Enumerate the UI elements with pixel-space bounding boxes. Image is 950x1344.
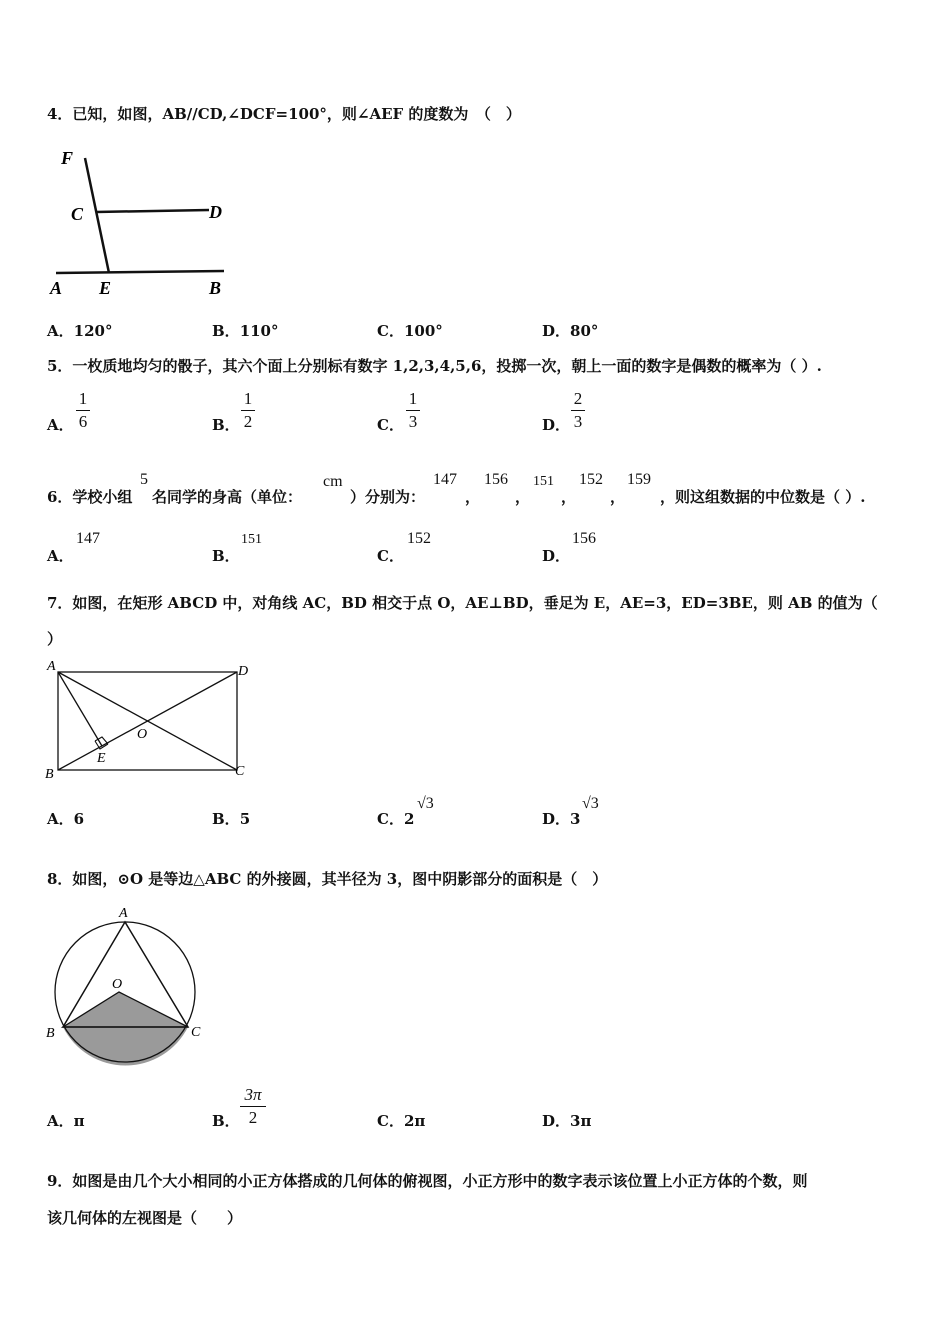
option-value: 120° (73, 322, 113, 340)
q4-option-b[interactable] (212, 320, 279, 341)
q5-option-a[interactable] (47, 414, 74, 435)
option-letter: C． (377, 416, 404, 434)
option-letter: A． (47, 547, 74, 565)
q9-line2: 该几何体的左视图是（ ） (47, 1209, 243, 1227)
numerator: 1 (78, 389, 88, 408)
option-value: 3π (570, 1112, 592, 1130)
q4-option-c[interactable] (377, 320, 443, 341)
q4-label-A: A (50, 278, 63, 298)
q5-option-b[interactable] (212, 414, 240, 435)
q7-label-D: D (238, 664, 249, 679)
q4-option-a[interactable] (47, 320, 112, 341)
option-letter: D． (542, 810, 571, 828)
q7-option-b[interactable] (212, 808, 250, 829)
option-letter: C． (377, 547, 404, 565)
q6-height-4: 152 (579, 471, 603, 488)
q8-label-C: C (191, 1025, 201, 1040)
q5-option-a-fraction (76, 389, 90, 432)
q5-option-b-fraction (241, 389, 255, 432)
q6-comma-3: ， (561, 488, 577, 506)
option-letter: A． (47, 416, 74, 434)
q9-line1: 9．如图是由几个大小相同的小正方体搭成的几何体的俯视图，小正方形中的数字表示该位置上小正方体的个数，则 (47, 1172, 808, 1190)
q7-label-E: E (97, 751, 106, 766)
q6-option-a[interactable] (47, 545, 74, 566)
option-letter: B． (212, 547, 240, 565)
q7-line2: ） (47, 630, 63, 648)
q8-figure (40, 898, 220, 1070)
q7-label-C: C (235, 764, 245, 779)
q6-unit: cm (323, 473, 343, 490)
q7-figure (44, 658, 254, 784)
q6-height-3: 151 (533, 474, 554, 489)
q8-label-O: O (112, 977, 123, 992)
numerator: 2 (573, 389, 583, 408)
q6-comma-1: ， (465, 488, 481, 506)
numerator: 3π (244, 1085, 262, 1104)
q7-label-A: A (47, 659, 56, 674)
option-coefficient: 2 (403, 810, 415, 828)
option-letter: A． (47, 1112, 74, 1130)
q8-text: 8．如图，⊙O 是等边△ABC 的外接圆，其半径为 3，图中阴影部分的面积是（ ） (47, 870, 608, 888)
q6-option-c-value: 152 (407, 530, 431, 547)
q7-option-d[interactable] (542, 808, 580, 829)
q4-label-F: F (61, 148, 74, 168)
option-value: 80° (570, 322, 599, 340)
q6-height-5: 159 (627, 471, 651, 488)
q6-part2: 名同学的身高（单位： (152, 488, 303, 506)
q8-option-c[interactable] (377, 1110, 425, 1131)
q6-option-d-value: 156 (572, 530, 596, 547)
option-value: 2π (403, 1112, 426, 1130)
q8-option-b[interactable] (212, 1110, 240, 1131)
option-letter: C． (377, 1112, 404, 1130)
denominator: 2 (243, 412, 253, 431)
q8-option-b-fraction (240, 1085, 266, 1128)
q6-option-c[interactable] (377, 545, 404, 566)
option-value: 6 (73, 810, 85, 828)
q6-part1: 6．学校小组 (47, 488, 133, 506)
q6-height-2: 156 (484, 471, 508, 488)
q7-option-d-radical: √3 (582, 795, 599, 812)
q4-text: 4．已知，如图，AB//CD,∠DCF=100°，则∠AEF 的度数为 （ ） (47, 105, 521, 123)
option-value: π (73, 1112, 85, 1130)
q5-option-c-fraction (406, 389, 420, 432)
q5-option-c[interactable] (377, 414, 404, 435)
numerator: 1 (408, 389, 418, 408)
q6-option-a-value: 147 (76, 530, 100, 547)
q6-height-1: 147 (433, 471, 457, 488)
option-letter: C． (377, 322, 404, 340)
q4-option-d[interactable] (542, 320, 598, 341)
q6-option-d[interactable] (542, 545, 570, 566)
q6-part4: ，则这组数据的中位数是（ ）. (660, 488, 866, 506)
option-letter: B． (212, 416, 240, 434)
option-letter: D． (542, 1112, 571, 1130)
option-letter: B． (212, 1112, 240, 1130)
q8-label-B: B (46, 1026, 55, 1041)
option-letter: A． (47, 322, 74, 340)
numerator: 1 (243, 389, 253, 408)
q7-label-O: O (137, 727, 148, 742)
q6-comma-4: ， (610, 488, 626, 506)
q5-text: 5．一枚质地均匀的骰子，其六个面上分别标有数字 1,2,3,4,5,6，投掷一次，朝上一面的数字是偶数的概率为（ ）. (47, 357, 822, 375)
q7-label-B: B (45, 767, 54, 782)
option-value: 110° (239, 322, 279, 340)
option-letter: B． (212, 810, 240, 828)
q6-part3: ）分别为： (350, 488, 426, 506)
option-value: 5 (239, 810, 251, 828)
denominator: 6 (78, 412, 88, 431)
q6-comma-2: ， (515, 488, 531, 506)
q5-option-d-fraction (571, 389, 585, 432)
option-letter: A． (47, 810, 74, 828)
q5-option-d[interactable] (542, 414, 570, 435)
q7-option-c-radical: √3 (417, 795, 434, 812)
option-value: 100° (403, 322, 443, 340)
denominator: 2 (248, 1108, 258, 1127)
q4-figure (44, 138, 234, 300)
q4-label-D: D (209, 202, 222, 222)
option-letter: D． (542, 416, 571, 434)
option-letter: D． (542, 322, 571, 340)
q7-line1: 7．如图，在矩形 ABCD 中，对角线 AC，BD 相交于点 O，AE⊥BD，垂足为 E，AE=3，ED=3BE，则 AB 的值为（ (47, 594, 878, 612)
option-coefficient: 3 (570, 810, 581, 828)
denominator: 3 (408, 412, 418, 431)
q6-option-b-value: 151 (241, 532, 262, 547)
q6-n: 5 (140, 471, 148, 488)
q8-label-A: A (119, 906, 128, 921)
denominator: 3 (573, 412, 583, 431)
q8-option-a[interactable] (47, 1110, 85, 1131)
q8-option-d[interactable] (542, 1110, 591, 1131)
q4-label-E: E (99, 278, 112, 298)
option-letter: D． (542, 547, 571, 565)
q4-label-C: C (71, 204, 84, 224)
q4-label-B: B (209, 278, 222, 298)
option-letter: C． (377, 810, 404, 828)
q7-option-c[interactable] (377, 808, 414, 829)
option-letter: B． (212, 322, 240, 340)
q7-option-a[interactable] (47, 808, 84, 829)
q6-option-b[interactable] (212, 545, 240, 566)
